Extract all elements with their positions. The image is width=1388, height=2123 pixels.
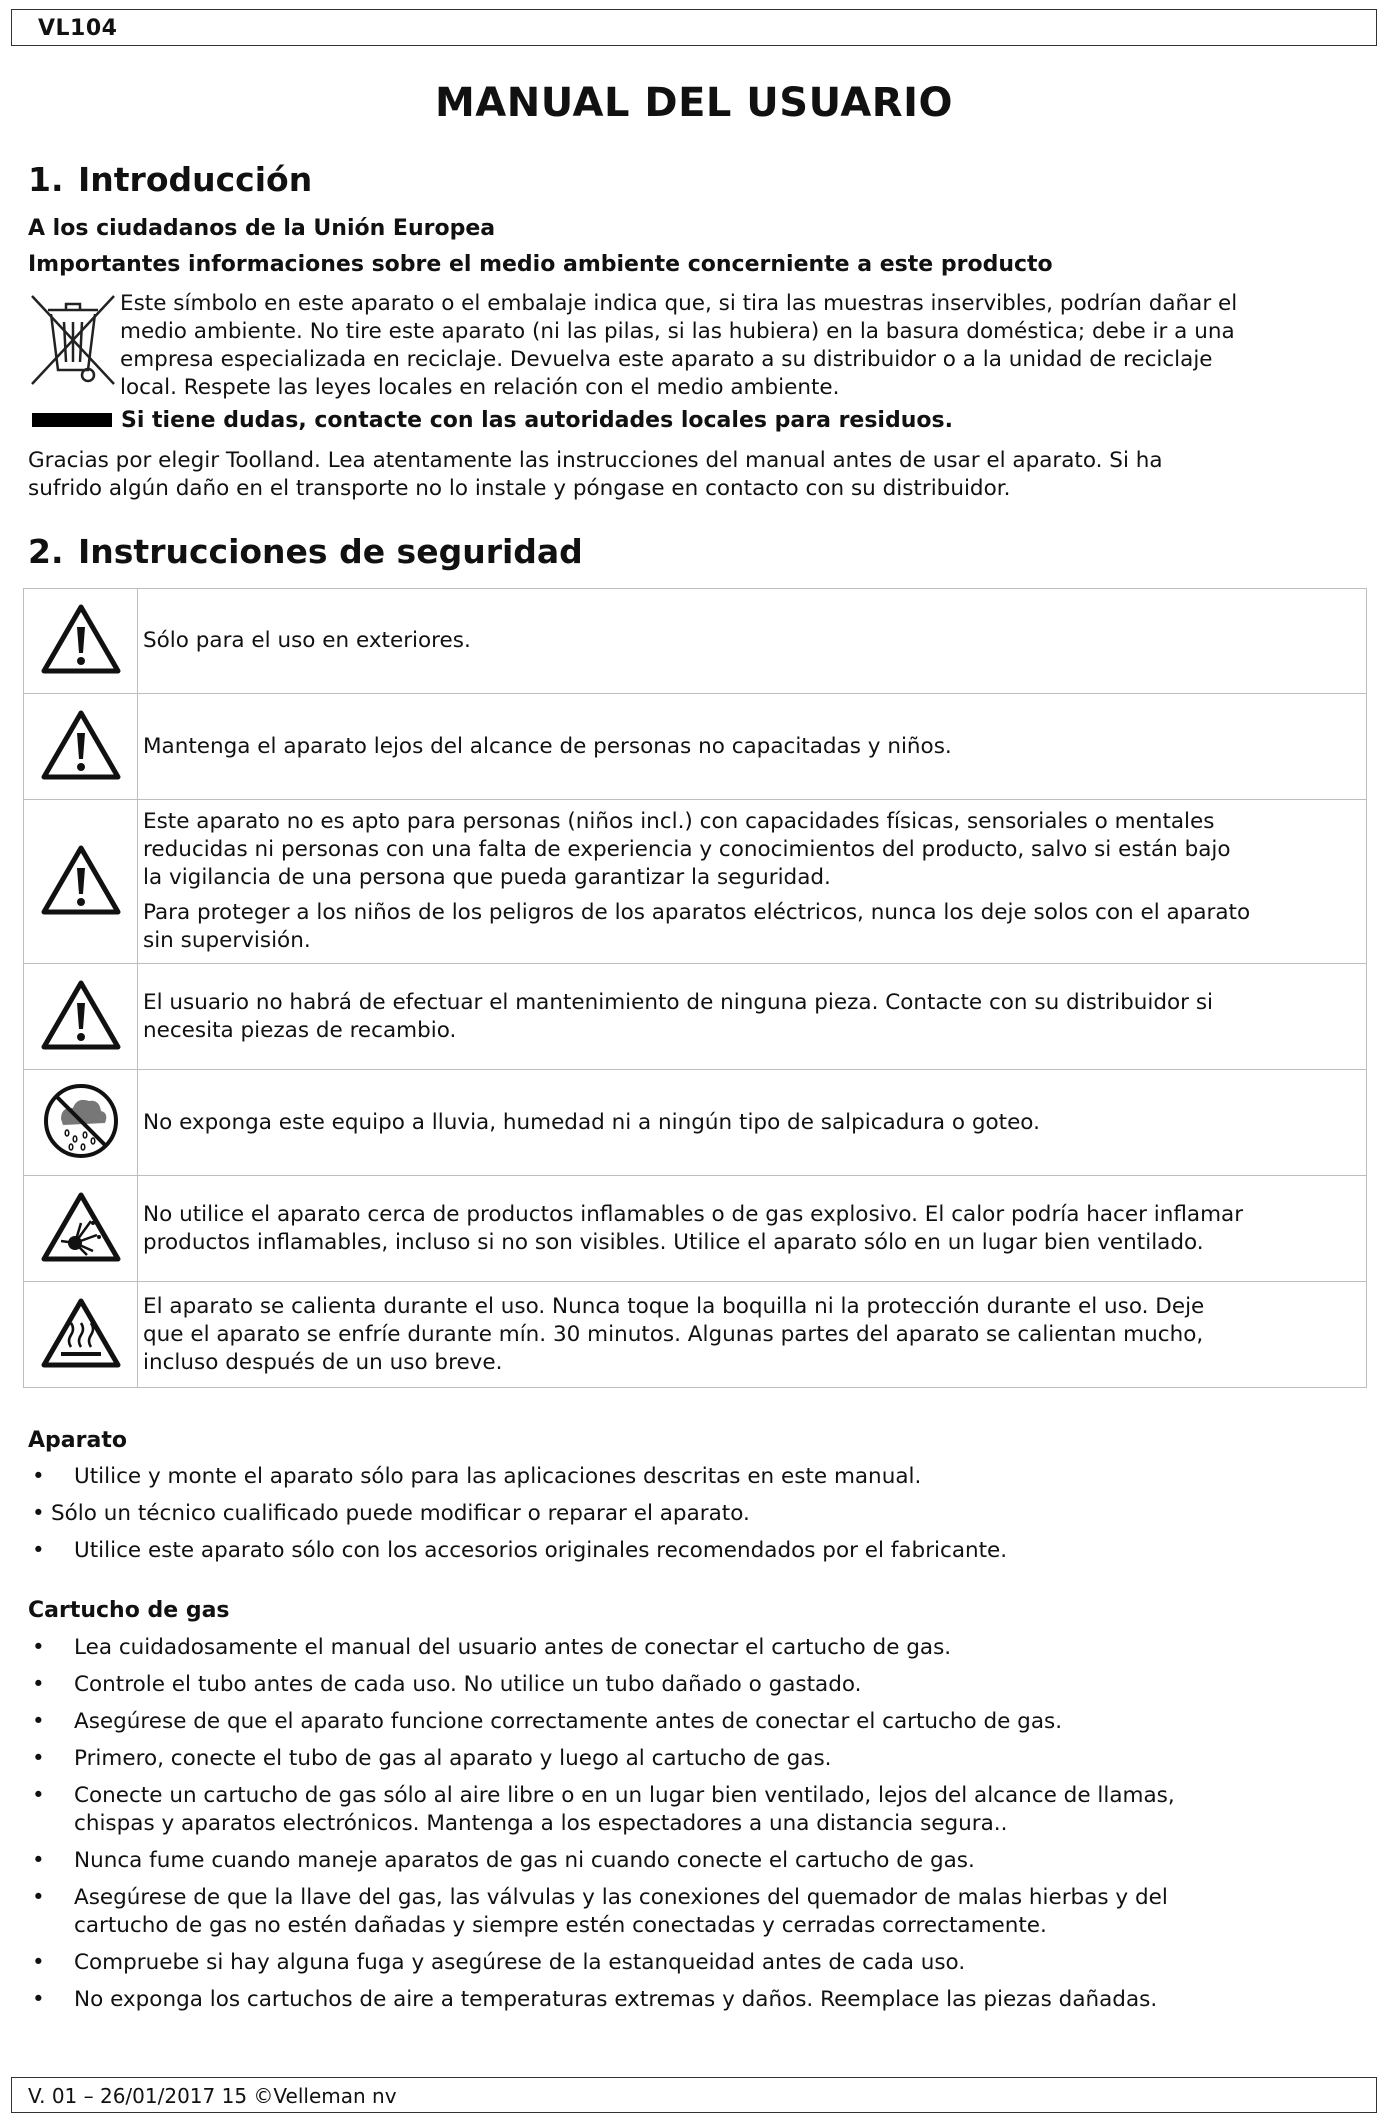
safety-row — [24, 1176, 1367, 1282]
weee-text: Este símbolo en este aparato o el embalaje indica que, si tira las muestras inservibles, podrían dañar el medio ambiente. No tire este aparato (ni las pilas, si las hubiera) en la basura doméstica; debe ir a una empresa especializada en reciclaje. Devuelva este aparato a su distribuidor o a la unidad de reciclaje local. Respete las leyes locales en relación con el medio ambiente. — [120, 291, 1238, 400]
list-item: • Sólo un técnico cualificado puede modificar o reparar el aparato. — [32, 1501, 750, 1526]
cartucho-list — [28, 1634, 1358, 2023]
list-item: • Utilice este aparato sólo con los accesorios originales recomendados por el fabricante. — [32, 1538, 1008, 1563]
aparato-list — [28, 1463, 1358, 1574]
warning-icon — [41, 603, 121, 675]
safety-text: Sólo para el uso en exteriores. — [143, 628, 471, 653]
model-label: VL104 — [38, 16, 118, 41]
warning-icon — [41, 979, 121, 1051]
safety-text: El aparato se calienta durante el uso. Nunca toque la boquilla ni la protección durante el uso. Deje que el aparato se enfríe durante mín. 30 minutos. Algunas partes del aparato se calientan mucho, incluso después de un uso breve. — [143, 1293, 1205, 1375]
section-title: Introducción — [78, 160, 313, 199]
header-box — [11, 9, 1377, 46]
explosive-icon — [41, 1191, 121, 1263]
list-item: • No exponga los cartuchos de aire a temperaturas extremas y daños. Reemplace las piezas dañadas. — [32, 1987, 1158, 2012]
list-item: • Utilice y monte el aparato sólo para las aplicaciones descritas en este manual. — [32, 1464, 922, 1489]
safety-row — [24, 694, 1367, 800]
list-item: • Compruebe si hay alguna fuga y asegúrese de la estanqueidad antes de cada uso. — [32, 1950, 966, 1975]
thanks-text: Gracias por elegir Toolland. Lea atentamente las instrucciones del manual antes de usar el aparato. Si ha sufrido algún daño en el transporte no lo instale y póngase en contacto con su distribuidor. — [28, 448, 1163, 501]
list-item: • Asegúrese de que la llave del gas, las válvulas y las conexiones del quemador de malas hierbas y del cartucho de gas no estén dañadas y siempre estén conectadas y cerradas correctamente. — [32, 1885, 1168, 1938]
safety-row — [24, 1070, 1367, 1176]
warning-icon — [41, 844, 121, 916]
section-number: 1. — [28, 160, 64, 199]
safety-row — [24, 800, 1367, 964]
footer-text: V. 01 – 26/01/2017 15 ©Velleman nv — [28, 2084, 397, 2108]
safety-row — [24, 589, 1367, 694]
cartucho-heading: Cartucho de gas — [28, 1598, 230, 1623]
crossed-bin-icon — [28, 292, 118, 388]
safety-table — [23, 588, 1367, 1388]
aparato-heading: Aparato — [28, 1428, 127, 1453]
list-item: • Lea cuidadosamente el manual del usuario antes de conectar el cartucho de gas. — [32, 1635, 952, 1660]
safety-text: Mantenga el aparato lejos del alcance de personas no capacitadas y niños. — [143, 733, 952, 759]
safety-row — [24, 964, 1367, 1070]
hot-surface-icon — [41, 1297, 121, 1369]
list-item: • Primero, conecte el tubo de gas al aparato y luego al cartucho de gas. — [32, 1746, 832, 1771]
safety-text: Este aparato no es apto para personas (niños incl.) con capacidades físicas, sensoriales o mentales reducidas ni personas con una falta de experiencia y conocimientos del producto, salvo si están bajo la vigilancia de una persona que pueda garantizar la seguridad. — [143, 809, 1231, 890]
warning-icon — [41, 709, 121, 781]
section-heading-intro — [28, 160, 312, 199]
env-heading: Importantes informaciones sobre el medio ambiente concerniente a este producto — [28, 252, 1053, 277]
doubts-text: Si tiene dudas, contacte con las autoridades locales para residuos. — [121, 408, 953, 433]
footer-box — [11, 2077, 1377, 2113]
no-rain-icon — [41, 1081, 121, 1161]
section-title: Instrucciones de seguridad — [78, 532, 583, 571]
safety-text: No exponga este equipo a lluvia, humedad ni a ningún tipo de salpicadura o goteo. — [143, 1109, 1040, 1135]
list-item: • Controle el tubo antes de cada uso. No utilice un tubo dañado o gastado. — [32, 1672, 862, 1697]
black-bar-icon — [32, 413, 112, 427]
eu-heading: A los ciudadanos de la Unión Europea — [28, 216, 496, 241]
page-title: MANUAL DEL USUARIO — [435, 80, 953, 126]
section-heading-safety — [28, 532, 583, 571]
safety-row — [24, 1282, 1367, 1388]
list-item: • Asegúrese de que el aparato funcione correctamente antes de conectar el cartucho de gas. — [32, 1709, 1063, 1734]
section-number: 2. — [28, 532, 64, 571]
safety-text: Para proteger a los niños de los peligros de los aparatos eléctricos, nunca los deje solos con el aparato sin supervisión. — [143, 900, 1251, 953]
list-item: • Conecte un cartucho de gas sólo al aire libre o en un lugar bien ventilado, lejos del alcance de llamas, chispas y aparatos electrónicos. Mantenga a los espectadores a una distancia segura.. — [32, 1783, 1175, 1836]
safety-text: No utilice el aparato cerca de productos inflamables o de gas explosivo. El calor podría hacer inflamar productos inflamables, incluso si no son visibles. Utilice el aparato sólo en un lugar bien ventilado. — [143, 1201, 1244, 1255]
list-item: • Nunca fume cuando maneje aparatos de gas ni cuando conecte el cartucho de gas. — [32, 1848, 975, 1873]
safety-text: El usuario no habrá de efectuar el mantenimiento de ninguna pieza. Contacte con su distribuidor si necesita piezas de recambio. — [143, 989, 1214, 1043]
